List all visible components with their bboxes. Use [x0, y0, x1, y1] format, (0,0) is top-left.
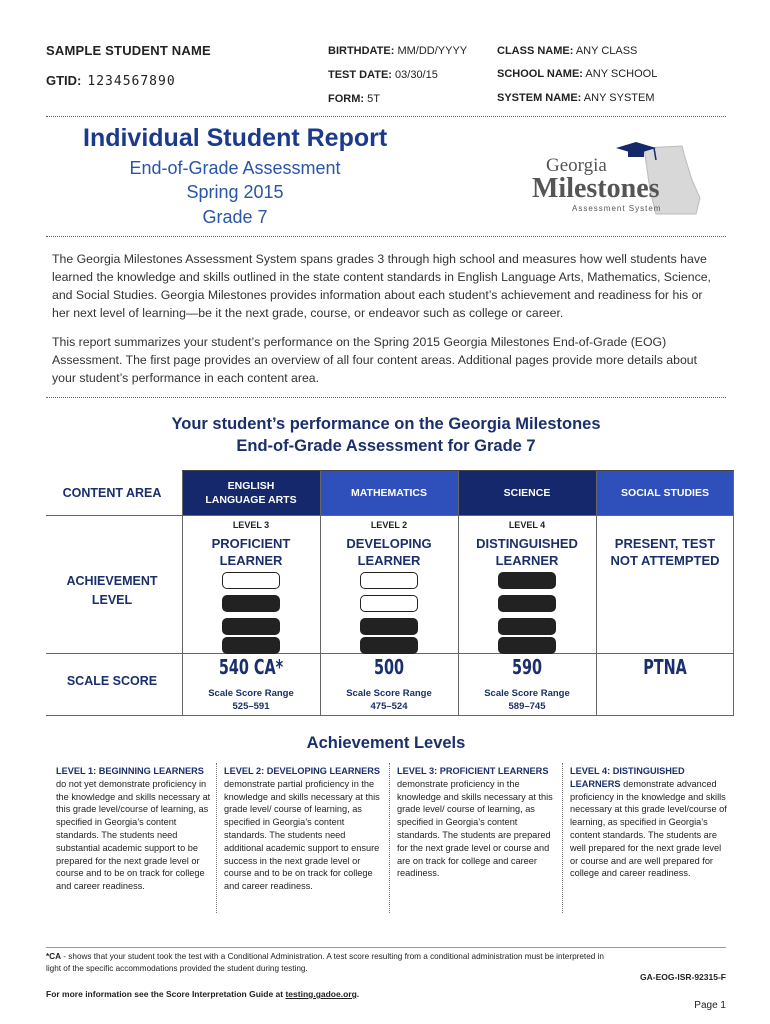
document-code: GA-EOG-ISR-92315-F: [640, 972, 726, 982]
ela-level-bar-2: [222, 618, 280, 635]
science-level-number: LEVEL 4: [508, 520, 546, 530]
col-head-math: MATHEMATICS: [320, 471, 458, 515]
math-level-bar-3: [360, 595, 418, 612]
social-studies-level-name: PRESENT, TEST NOT ATTEMPTED: [610, 536, 720, 568]
desc-divider: [389, 763, 390, 913]
level-3-description: LEVEL 3: PROFICIENT LEARNERS demonstrate proficiency in the knowledge and skills necessary at this grade level/ course of learning, as specified in Georgia’s content standards. The students are prepared for the next grade level or course and are on track for college and career readiness.: [397, 766, 553, 879]
math-level-bar-2: [360, 618, 418, 635]
system-name: SYSTEM NAME: ANY SYSTEM: [497, 92, 655, 104]
ela-level-name: PROFICIENT LEARNER: [211, 536, 291, 568]
content-area-label: CONTENT AREA: [62, 486, 162, 500]
col-head-science: SCIENCE: [458, 471, 596, 515]
page-number: Page 1: [694, 1000, 726, 1011]
math-level-name: DEVELOPING LEARNER: [346, 536, 432, 568]
science-level-bar-2: [498, 618, 556, 635]
col-divider: [182, 471, 183, 716]
divider: [46, 116, 726, 117]
test-date: TEST DATE: 03/30/15: [328, 69, 438, 81]
scale-score-label: SCALE SCORE: [66, 674, 158, 688]
divider: [46, 236, 726, 237]
col-divider: [733, 471, 734, 716]
student-name: SAMPLE STUDENT NAME: [46, 43, 211, 58]
col-divider: [458, 471, 459, 716]
gtid-value: 1234567890: [87, 74, 176, 89]
row-divider: [46, 515, 734, 516]
math-scale-score: 500: [373, 655, 405, 679]
math-level-bar-1: [360, 637, 418, 654]
ela-level-bar-1: [222, 637, 280, 654]
gtid: GTID: 1234567890: [46, 73, 176, 89]
row-divider: [46, 715, 734, 716]
col-head-social-studies: SOCIAL STUDIES: [596, 471, 734, 515]
social-studies-scale-score: PTNA: [643, 655, 687, 679]
col-head-ela: ENGLISH LANGUAGE ARTS: [182, 471, 320, 515]
intro-paragraph-1: The Georgia Milestones Assessment System spans grades 3 through high school and measures how well students have learned the knowledge and skills outlined in the state content standards in English Language Arts, Mathematics, Science, and Social Studies. Georgia Milestones provides information about each student’s achievement and readiness for his or her next level of learning—be it the next grade, course, or endeavor such as college or career.: [52, 252, 711, 320]
performance-title-line1: Your student’s performance on the Georgia Milestones: [171, 415, 601, 433]
divider: [46, 397, 726, 398]
class-name: CLASS NAME: ANY CLASS: [497, 45, 638, 57]
ela-level-bar-3: [222, 595, 280, 612]
intro-paragraph-2: This report summarizes your student’s performance on the Spring 2015 Georgia Milestones End-of-Grade (EOG) Assessment. The first page provides an overview of all four content areas. Additional pages provide more details about your student’s performance in each content area.: [52, 335, 698, 385]
report-title: Individual Student Report: [83, 124, 388, 152]
science-level-bar-4: [498, 572, 556, 589]
ela-score-range: Scale Score Range 525–591: [208, 688, 294, 712]
report-grade: Grade 7: [202, 207, 268, 227]
col-divider: [320, 471, 321, 716]
science-level-bar-1: [498, 637, 556, 654]
science-scale-score: 590: [511, 655, 543, 679]
level-1-description: LEVEL 1: BEGINNING LEARNERS do not yet demonstrate proficiency in the knowledge and skills necessary at this grade level/course of learning, as specified in Georgia’s content standards. The students need substantial academic support to be prepared for the next grade level or course and to be on track for college and career readiness.: [56, 766, 211, 892]
georgia-milestones-logo: Georgia Milestones Assessment System: [532, 140, 712, 220]
math-level-number: LEVEL 2: [370, 520, 408, 530]
achievement-level-label: ACHIEVEMENT LEVEL: [66, 574, 158, 607]
col-divider: [596, 471, 597, 716]
science-level-name: DISTINGUISHED LEARNER: [476, 536, 578, 568]
ela-level-number: LEVEL 3: [232, 520, 270, 530]
math-level-bar-4: [360, 572, 418, 589]
performance-title-line2: End-of-Grade Assessment for Grade 7: [236, 437, 536, 455]
form: FORM: 5T: [328, 93, 380, 105]
ca-footnote: *CA - shows that your student took the test with a Conditional Administration. A test score resulting from a conditional administration must be interpreted in light of the specific accommodations provided the student during testing.: [46, 952, 604, 973]
more-info-link[interactable]: testing.gadoe.org: [285, 989, 357, 999]
birthdate: BIRTHDATE: MM/DD/YYYY: [328, 45, 468, 57]
footer-rule: [46, 947, 726, 948]
ela-scale-score: 540 CA*: [218, 655, 284, 679]
ela-level-bar-4: [222, 572, 280, 589]
math-score-range: Scale Score Range 475–524: [346, 688, 432, 712]
desc-divider: [562, 763, 563, 913]
level-4-description: LEVEL 4: DISTINGUISHED LEARNERS demonstrate advanced proficiency in the knowledge and skills necessary at this grade level/course of learning, as specified in Georgia’s content standards. The students are well prepared for the next grade level or course and are well prepared for college and career readiness.: [570, 766, 727, 879]
report-season: Spring 2015: [186, 182, 284, 202]
school-name: SCHOOL NAME: ANY SCHOOL: [497, 68, 658, 80]
science-level-bar-3: [498, 595, 556, 612]
science-score-range: Scale Score Range 589–745: [484, 688, 570, 712]
level-2-description: LEVEL 2: DEVELOPING LEARNERS demonstrate partial proficiency in the knowledge and skills necessary at this grade level/ course of learning, as specified in Georgia’s content standards. The students need additional academic support to ensure success in the next grade level or course and to be on track for college and career readiness.: [224, 766, 381, 892]
achievement-levels-title: Achievement Levels: [306, 734, 466, 752]
more-info: For more information see the Score Interpretation Guide at testing.gadoe.org.: [46, 989, 360, 999]
report-subtitle: End-of-Grade Assessment: [129, 158, 341, 178]
desc-divider: [216, 763, 217, 913]
